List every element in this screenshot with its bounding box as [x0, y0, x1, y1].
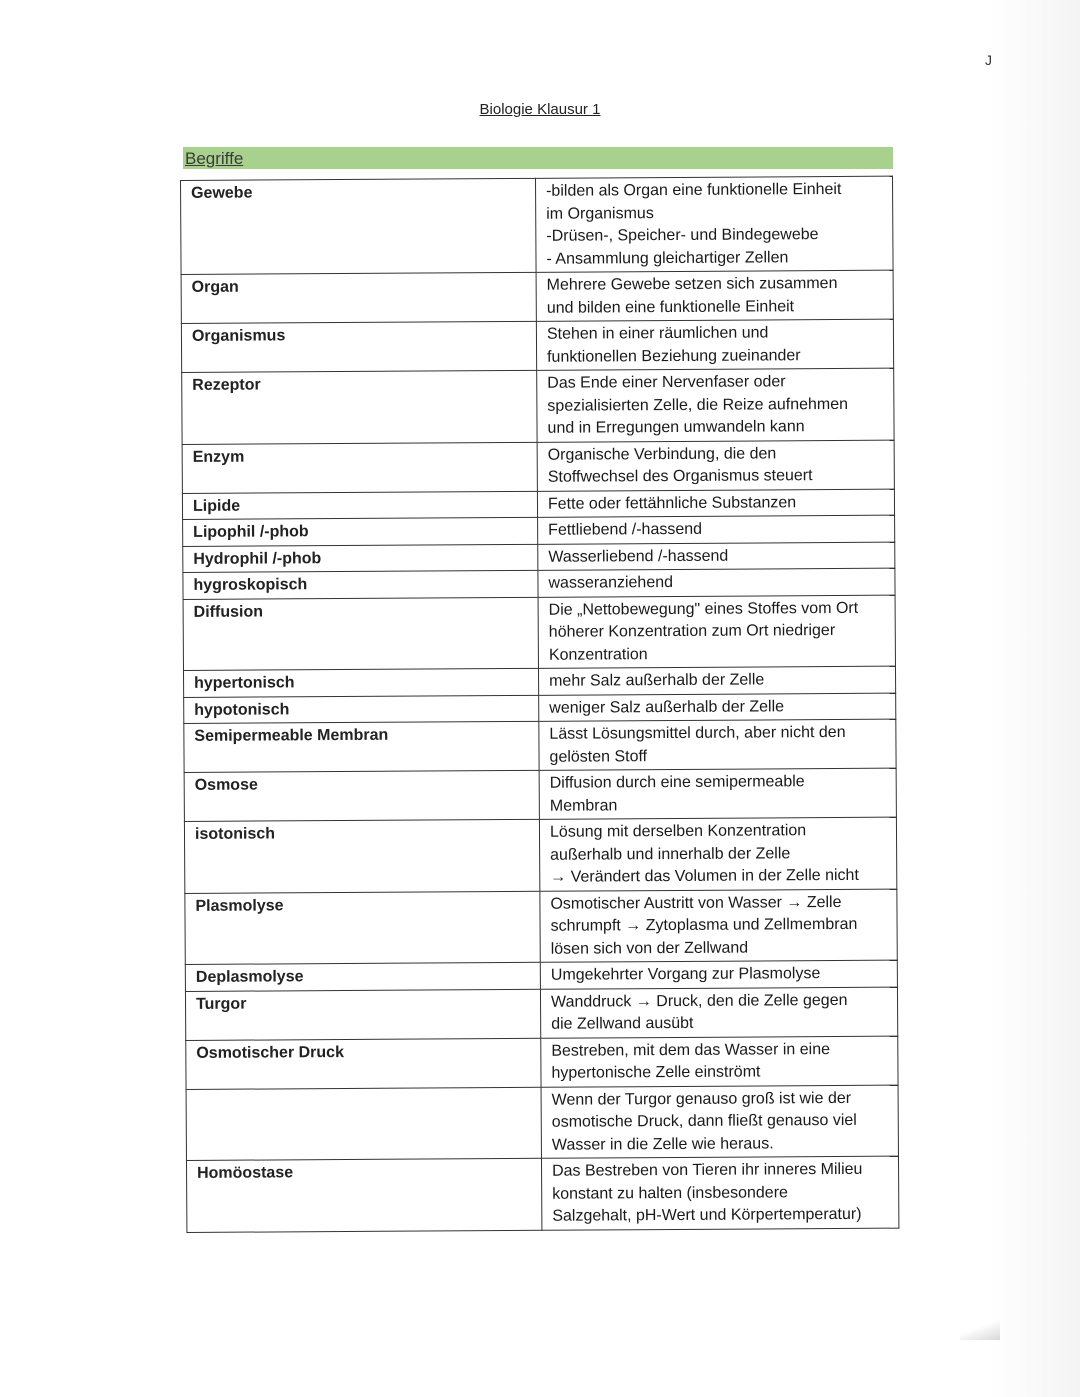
definition-cell: Lässt Lösungsmittel durch, aber nicht den gelösten Stoff — [539, 719, 896, 770]
term-cell: Rezeptor — [182, 370, 537, 444]
term-cell: Turgor — [185, 989, 540, 1040]
definition-cell: mehr Salz außerhalb der Zelle — [538, 666, 895, 695]
table-row — [181, 319, 893, 372]
section-header — [183, 147, 893, 169]
definition-cell: Diffusion durch eine semipermeable Membran — [539, 768, 896, 819]
table-row — [181, 176, 894, 274]
term-cell: Lipophil /-phob — [183, 517, 538, 546]
term-cell: Plasmolyse — [185, 891, 540, 965]
definition-cell: Wenn der Turgor genauso groß ist wie der osmotische Druck, dann fließt genauso viel Wasser in die Zelle wie heraus. — [541, 1085, 898, 1159]
table-row — [185, 987, 897, 1040]
definition-cell: Lösung mit derselben Konzentration außerhalb und innerhalb der Zelle → Verändert das Volumen in der Zelle nicht — [539, 817, 896, 891]
term-cell: Organismus — [181, 321, 536, 372]
term-cell: Osmose — [184, 770, 539, 821]
glossary-table — [180, 176, 899, 1233]
definition-cell: Fette oder fettähnliche Substanzen — [537, 489, 894, 518]
page-title: Biologie Klausur 1 — [479, 101, 601, 118]
term-cell: isotonisch — [184, 819, 539, 893]
term-cell: Enzym — [182, 442, 537, 493]
paper-edge — [990, 0, 1080, 1397]
table-row — [183, 595, 895, 671]
definition-cell: Wanddruck → Druck, den die Zelle gegen die Zellwand ausübt — [540, 987, 897, 1038]
section-title: Begriffe — [185, 149, 244, 168]
term-cell: Lipide — [182, 491, 537, 520]
glossary-body — [181, 176, 899, 1232]
definition-cell: Bestreben, mit dem das Wasser in eine hypertonische Zelle einströmt — [541, 1036, 898, 1087]
term-cell: Organ — [181, 272, 536, 323]
definition-cell: -bilden als Organ eine funktionelle Einheit im Organismus -Drüsen-, Speicher- und Bindegewebe - Ansammlung gleichartiger Zellen — [535, 176, 893, 272]
definition-cell: Organische Verbindung, die den Stoffwechsel des Organismus steuert — [537, 440, 894, 491]
definition-cell: Das Bestreben von Tieren ihr inneres Milieu konstant zu halten (insbesondere Salzgehalt, pH-Wert und Körpertemperatur) — [541, 1156, 898, 1230]
table-row — [186, 1085, 898, 1161]
definition-cell: Das Ende einer Nervenfaser oder spezialisierten Zelle, die Reize aufnehmen und in Erregungen umwandeln kann — [537, 368, 894, 442]
table-row — [182, 440, 894, 493]
term-cell: hypotonisch — [184, 695, 539, 724]
table-row — [186, 1036, 898, 1089]
term-cell — [186, 1087, 541, 1161]
table-row — [181, 270, 893, 323]
page-corner-shadow — [960, 1320, 1000, 1340]
definition-cell: Die „Nettobewegung" eines Stoffes vom Ort höherer Konzentration zum Ort niedriger Konzentration — [538, 595, 895, 669]
definition-cell: Osmotischer Austritt von Wasser → Zelle schrumpft → Zytoplasma und Zellmembran lösen sich von der Zellwand — [540, 889, 897, 963]
definition-cell: weniger Salz außerhalb der Zelle — [539, 693, 896, 722]
table-row — [186, 1156, 898, 1232]
term-cell: hygroskopisch — [183, 570, 538, 599]
table-row — [184, 768, 896, 821]
definition-cell: wasseranziehend — [538, 568, 895, 597]
definition-cell: Mehrere Gewebe setzen sich zusammen und bilden eine funktionelle Einheit — [536, 270, 893, 321]
term-cell: Deplasmolyse — [185, 962, 540, 991]
term-cell: Hydrophil /-phob — [183, 544, 538, 573]
table-row — [182, 368, 894, 444]
term-cell: Gewebe — [181, 178, 537, 274]
term-cell: Semipermeable Membran — [184, 721, 539, 772]
definition-cell: Fettliebend /-hassend — [538, 515, 895, 544]
table-row — [184, 719, 896, 772]
term-cell: hypertonisch — [183, 668, 538, 697]
table-row — [185, 889, 897, 965]
definition-cell: Umgekehrter Vorgang zur Plasmolyse — [540, 960, 897, 989]
table-row — [184, 817, 896, 893]
definition-cell: Stehen in einer räumlichen und funktionellen Beziehung zueinander — [536, 319, 893, 370]
term-cell: Diffusion — [183, 597, 538, 671]
term-cell: Homöostase — [186, 1158, 541, 1232]
term-cell: Osmotischer Druck — [186, 1038, 541, 1089]
corner-mark: J — [985, 52, 992, 68]
definition-cell: Wasserliebend /-hassend — [538, 542, 895, 571]
